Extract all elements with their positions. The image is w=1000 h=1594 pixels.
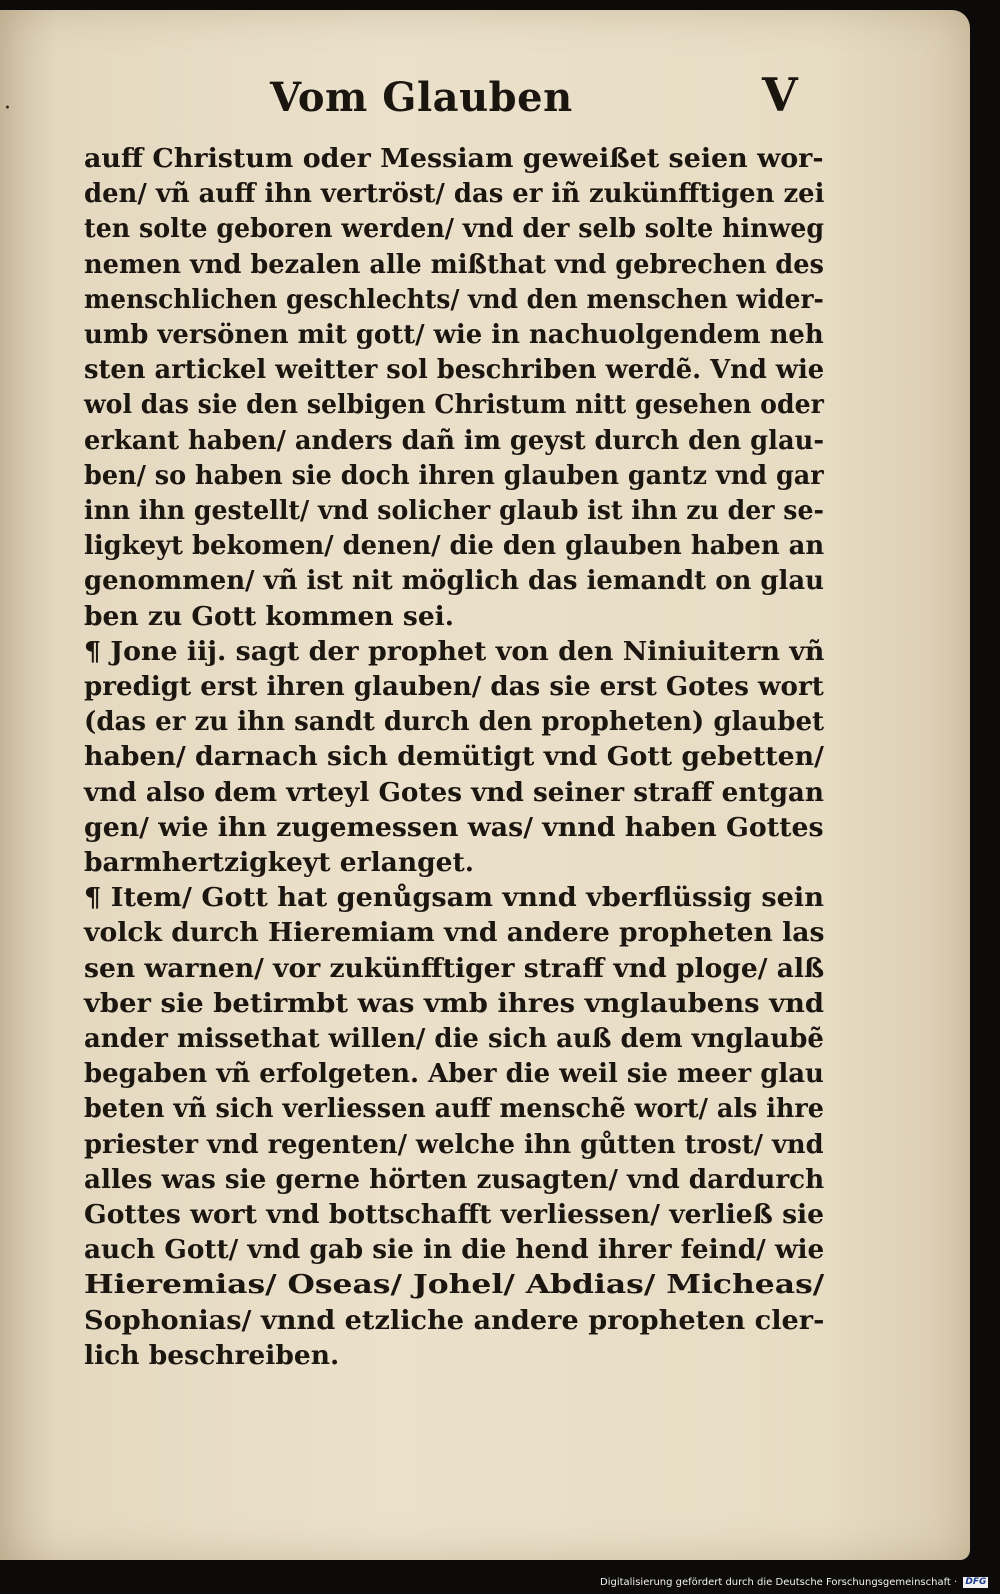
text-line: sen warnen/ vor zukünfftiger straff vnd ploge/ alß: [84, 952, 825, 984]
text-line: ¶ Jone iij. sagt der prophet von den Niniuitern vñ: [84, 635, 825, 667]
credit-text: Digitalisierung gefördert durch die Deutsche Forschungsgemeinschaft ·: [600, 1577, 958, 1588]
text-line: haben/ darnach sich demütigt vnd Gott gebetten/: [84, 741, 824, 773]
text-line: Sophonias/ vnnd etzliche andere propheten cler-: [84, 1304, 825, 1336]
text-line: sten artickel weitter sol beschriben werdẽ. Vnd wie: [84, 354, 825, 386]
text-line: ander missethat willen/ die sich auß dem vnglaubẽ: [84, 1023, 824, 1054]
running-head: [270, 68, 830, 138]
text-line: umb versönen mit gott/ wie in nachuolgendem neh: [84, 319, 824, 350]
text-line: (das er zu ihn sandt durch den propheten) glaubet: [84, 706, 825, 738]
text-block: [84, 142, 844, 1372]
text-line: inn ihn gestellt/ vnd solicher glaub ist ihn zu der se-: [84, 495, 824, 526]
folio-number: V: [762, 68, 798, 122]
text-line: auch Gott/ vnd gab sie in die hend ihrer feind/ wie: [84, 1234, 825, 1266]
text-line: beten vñ sich verliessen auff menschẽ wort/ als ihre: [84, 1093, 825, 1125]
text-line: barmhertzigkeyt erlanget.: [84, 847, 474, 878]
text-line: ¶ Item/ Gott hat genůgsam vnnd vberflüssig sein: [84, 882, 824, 914]
text-line: auff Christum oder Messiam geweißet seien wor-: [84, 143, 824, 174]
text-line: ben zu Gott kommen sei.: [84, 600, 454, 632]
book-page: [0, 10, 970, 1560]
text-line: begaben vñ erfolgeten. Aber die weil sie meer glau: [84, 1058, 824, 1090]
text-line: menschlichen geschlechts/ vnd den menschen wider-: [84, 283, 824, 315]
text-line: erkant haben/ anders dañ im geyst durch den glau-: [84, 424, 825, 456]
text-line: ben/ so haben sie doch ihren glauben gantz vnd gar: [84, 459, 824, 491]
text-line: vnd also dem vrteyl Gotes vnd seiner straff entgan: [84, 776, 825, 808]
text-line: alles was sie gerne hörten zusagten/ vnd dardurch: [84, 1163, 825, 1195]
text-line: genommen/ vñ ist nit möglich das iemandt on glau: [84, 565, 825, 597]
text-line: nemen vnd bezalen alle mißthat vnd gebrechen des: [84, 248, 824, 280]
running-title: Vom Glauben: [270, 74, 573, 121]
margin-mark: ·: [4, 96, 11, 121]
dfg-logo: DFG: [965, 1576, 987, 1587]
text-line: predigt erst ihren glauben/ das sie erst Gotes wort: [84, 671, 824, 702]
text-line: Hieremias/ Oseas/ Johel/ Abdias/ Micheas/: [84, 1269, 825, 1301]
text-line: lich beschreiben.: [84, 1339, 340, 1371]
text-line: volck durch Hieremiam vnd andere propheten las: [84, 917, 825, 949]
text-line: ligkeyt bekomen/ denen/ die den glauben haben an: [84, 530, 825, 562]
digitization-credit: [600, 1574, 998, 1592]
text-line: priester vnd regenten/ welche ihn gůtten trost/ vnd: [84, 1128, 824, 1160]
text-line: Gottes wort vnd bottschafft verliessen/ verließ sie: [84, 1199, 825, 1230]
text-line: wol das sie den selbigen Christum nitt gesehen oder: [84, 389, 824, 421]
text-line: den/ vñ auff ihn vertröst/ das er iñ zukünfftigen zei: [84, 178, 825, 210]
text-line: gen/ wie ihn zugemessen was/ vnnd haben Gottes: [84, 811, 824, 843]
text-line: ten solte geboren werden/ vnd der selb solte hinweg: [84, 213, 825, 245]
text-line: vber sie betirmbt was vmb ihres vnglaubens vnd: [84, 987, 825, 1019]
